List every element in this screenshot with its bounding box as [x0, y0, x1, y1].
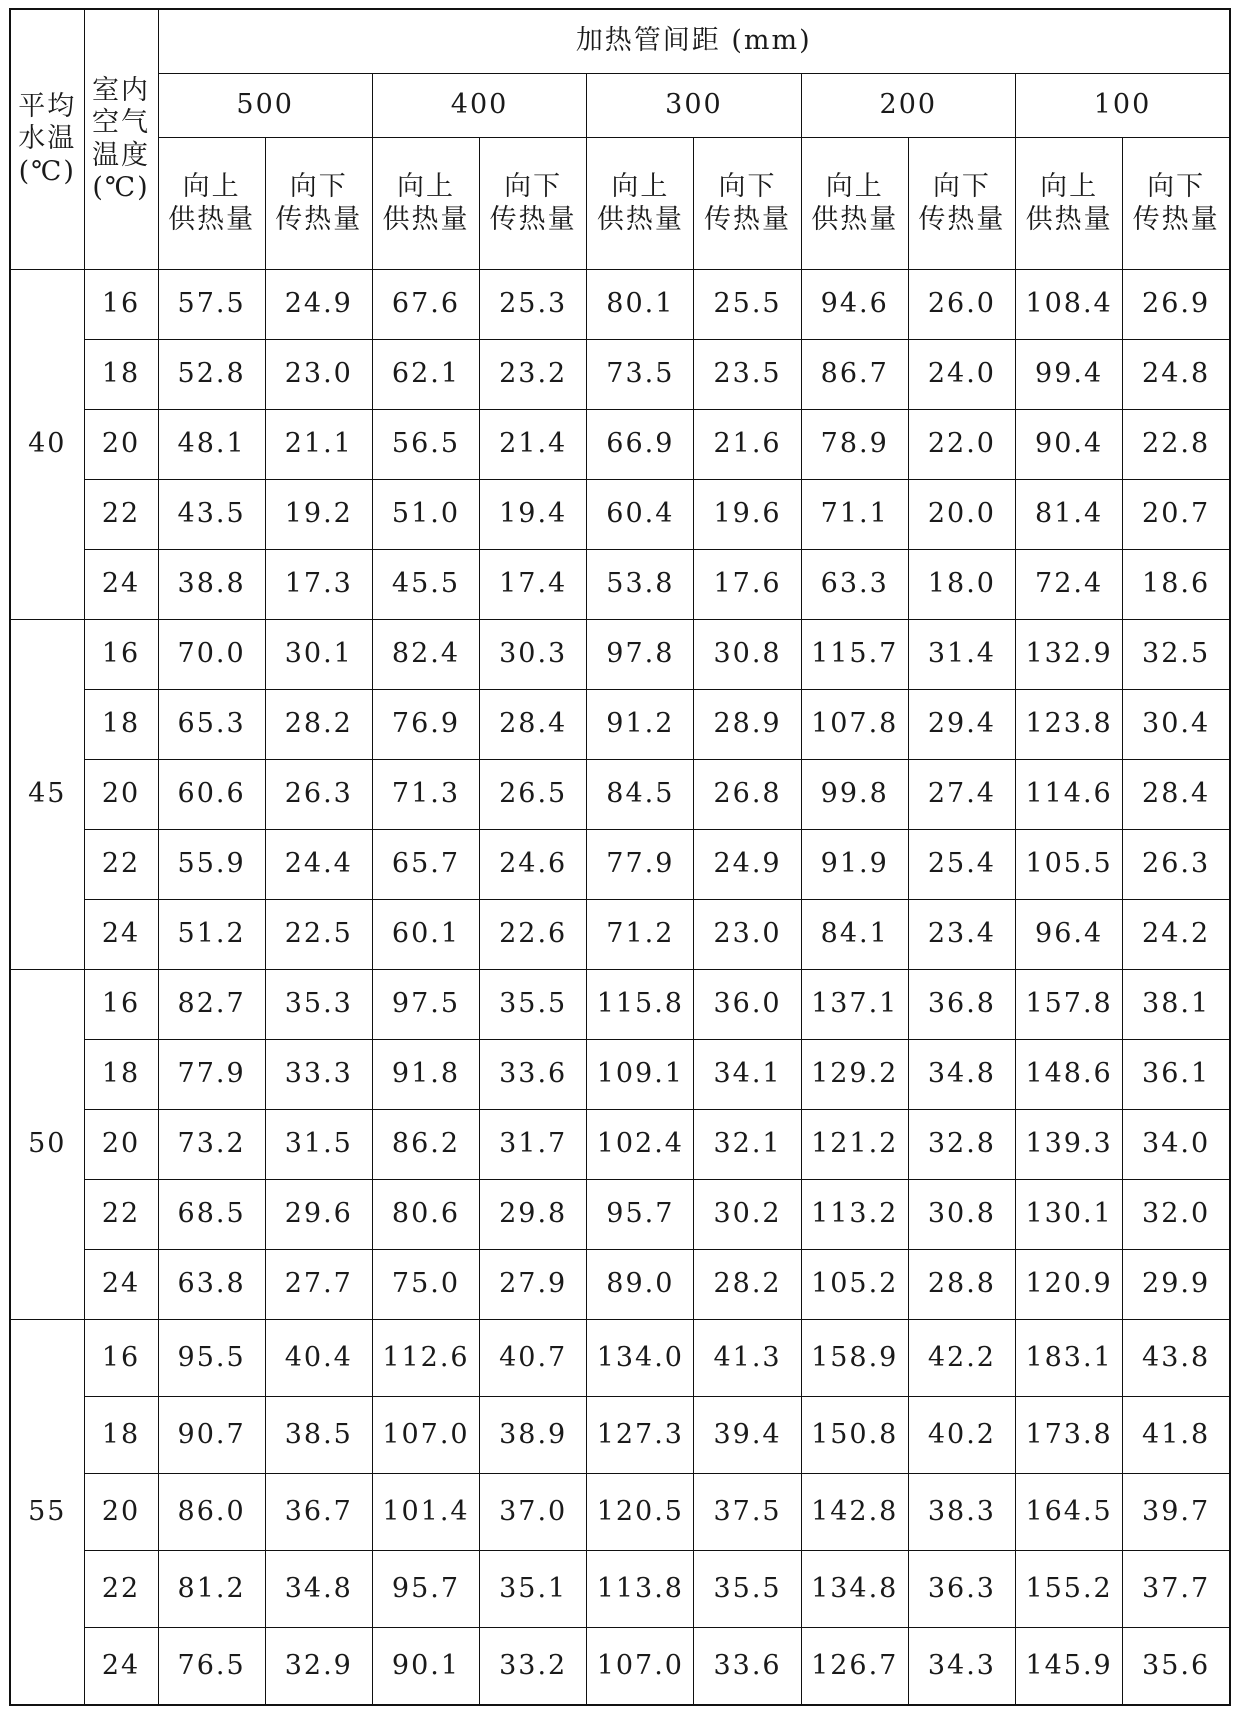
downward-heat-cell: 29.4: [908, 690, 1015, 760]
upward-heat-cell: 99.4: [1016, 340, 1123, 410]
upward-heat-cell: 126.7: [801, 1628, 908, 1706]
upward-heat-cell: 56.5: [372, 410, 479, 480]
upward-heat-cell: 105.5: [1016, 830, 1123, 900]
header-spacing-100: 100: [1016, 74, 1231, 138]
upward-heat-cell: 97.5: [372, 970, 479, 1040]
downward-heat-cell: 28.4: [1123, 760, 1230, 830]
downward-heat-cell: 24.9: [265, 270, 372, 340]
indoor-temp-cell: 16: [84, 620, 158, 690]
downward-heat-cell: 34.0: [1123, 1110, 1230, 1180]
downward-heat-cell: 32.5: [1123, 620, 1230, 690]
upward-heat-cell: 48.1: [158, 410, 265, 480]
downward-heat-cell: 34.8: [265, 1551, 372, 1628]
indoor-temp-cell: 18: [84, 340, 158, 410]
downward-heat-cell: 19.6: [694, 480, 801, 550]
indoor-temp-cell: 24: [84, 900, 158, 970]
upward-heat-cell: 80.1: [587, 270, 694, 340]
downward-heat-cell: 41.3: [694, 1320, 801, 1397]
upward-heat-cell: 91.2: [587, 690, 694, 760]
downward-heat-cell: 39.4: [694, 1397, 801, 1474]
downward-heat-cell: 36.7: [265, 1474, 372, 1551]
downward-heat-cell: 43.8: [1123, 1320, 1230, 1397]
downward-heat-cell: 31.5: [265, 1110, 372, 1180]
downward-heat-cell: 32.1: [694, 1110, 801, 1180]
table-row: [10, 1320, 1230, 1397]
upward-heat-cell: 173.8: [1016, 1397, 1123, 1474]
header-upward-heat: 向上 供热量: [372, 138, 479, 270]
table-row: [10, 1110, 1230, 1180]
indoor-temp-cell: 16: [84, 1320, 158, 1397]
downward-heat-cell: 28.8: [908, 1250, 1015, 1320]
downward-heat-cell: 19.4: [480, 480, 587, 550]
downward-heat-cell: 21.6: [694, 410, 801, 480]
table-row: [10, 830, 1230, 900]
water-temp-cell: 50: [10, 970, 84, 1320]
downward-heat-cell: 26.5: [480, 760, 587, 830]
upward-heat-cell: 107.0: [372, 1397, 479, 1474]
table-row: [10, 1551, 1230, 1628]
upward-heat-cell: 73.5: [587, 340, 694, 410]
upward-heat-cell: 157.8: [1016, 970, 1123, 1040]
upward-heat-cell: 90.7: [158, 1397, 265, 1474]
table-row: [10, 480, 1230, 550]
downward-heat-cell: 24.6: [480, 830, 587, 900]
downward-heat-cell: 29.8: [480, 1180, 587, 1250]
upward-heat-cell: 77.9: [587, 830, 694, 900]
upward-heat-cell: 164.5: [1016, 1474, 1123, 1551]
table-row: [10, 1397, 1230, 1474]
downward-heat-cell: 25.3: [480, 270, 587, 340]
upward-heat-cell: 113.2: [801, 1180, 908, 1250]
downward-heat-cell: 30.8: [908, 1180, 1015, 1250]
upward-heat-cell: 63.3: [801, 550, 908, 620]
upward-heat-cell: 94.6: [801, 270, 908, 340]
header-indoor-air-temp: 室内 空气 温度 (℃): [84, 9, 158, 270]
downward-heat-cell: 26.3: [265, 760, 372, 830]
downward-heat-cell: 24.0: [908, 340, 1015, 410]
downward-heat-cell: 19.2: [265, 480, 372, 550]
downward-heat-cell: 27.4: [908, 760, 1015, 830]
upward-heat-cell: 65.7: [372, 830, 479, 900]
upward-heat-cell: 89.0: [587, 1250, 694, 1320]
table-row: [10, 1474, 1230, 1551]
upward-heat-cell: 70.0: [158, 620, 265, 690]
indoor-temp-cell: 20: [84, 760, 158, 830]
upward-heat-cell: 55.9: [158, 830, 265, 900]
upward-heat-cell: 101.4: [372, 1474, 479, 1551]
downward-heat-cell: 17.3: [265, 550, 372, 620]
upward-heat-cell: 76.9: [372, 690, 479, 760]
header-upward-heat: 向上 供热量: [801, 138, 908, 270]
downward-heat-cell: 35.6: [1123, 1628, 1230, 1706]
downward-heat-cell: 38.5: [265, 1397, 372, 1474]
downward-heat-cell: 24.2: [1123, 900, 1230, 970]
upward-heat-cell: 115.7: [801, 620, 908, 690]
downward-heat-cell: 20.0: [908, 480, 1015, 550]
downward-heat-cell: 35.1: [480, 1551, 587, 1628]
upward-heat-cell: 68.5: [158, 1180, 265, 1250]
downward-heat-cell: 36.1: [1123, 1040, 1230, 1110]
upward-heat-cell: 84.5: [587, 760, 694, 830]
table-row: [10, 1180, 1230, 1250]
indoor-temp-cell: 18: [84, 1040, 158, 1110]
indoor-temp-cell: 20: [84, 410, 158, 480]
downward-heat-cell: 26.3: [1123, 830, 1230, 900]
upward-heat-cell: 109.1: [587, 1040, 694, 1110]
downward-heat-cell: 23.2: [480, 340, 587, 410]
upward-heat-cell: 62.1: [372, 340, 479, 410]
downward-heat-cell: 33.6: [694, 1628, 801, 1706]
upward-heat-cell: 95.7: [587, 1180, 694, 1250]
header-avg-water-temp: 平均 水温 (℃): [10, 9, 84, 270]
downward-heat-cell: 32.0: [1123, 1180, 1230, 1250]
upward-heat-cell: 107.8: [801, 690, 908, 760]
downward-heat-cell: 28.2: [265, 690, 372, 760]
downward-heat-cell: 29.9: [1123, 1250, 1230, 1320]
upward-heat-cell: 90.1: [372, 1628, 479, 1706]
upward-heat-cell: 57.5: [158, 270, 265, 340]
upward-heat-cell: 75.0: [372, 1250, 479, 1320]
upward-heat-cell: 139.3: [1016, 1110, 1123, 1180]
indoor-temp-cell: 20: [84, 1474, 158, 1551]
upward-heat-cell: 108.4: [1016, 270, 1123, 340]
upward-heat-cell: 137.1: [801, 970, 908, 1040]
upward-heat-cell: 120.5: [587, 1474, 694, 1551]
downward-heat-cell: 37.5: [694, 1474, 801, 1551]
upward-heat-cell: 112.6: [372, 1320, 479, 1397]
downward-heat-cell: 35.3: [265, 970, 372, 1040]
header-downward-heat: 向下 传热量: [265, 138, 372, 270]
downward-heat-cell: 27.9: [480, 1250, 587, 1320]
downward-heat-cell: 32.8: [908, 1110, 1015, 1180]
header-spacing-300: 300: [587, 74, 801, 138]
downward-heat-cell: 33.3: [265, 1040, 372, 1110]
indoor-temp-cell: 18: [84, 1397, 158, 1474]
upward-heat-cell: 65.3: [158, 690, 265, 760]
upward-heat-cell: 96.4: [1016, 900, 1123, 970]
downward-heat-cell: 30.8: [694, 620, 801, 690]
table-row: [10, 270, 1230, 340]
downward-heat-cell: 36.3: [908, 1551, 1015, 1628]
downward-heat-cell: 28.9: [694, 690, 801, 760]
downward-heat-cell: 24.8: [1123, 340, 1230, 410]
upward-heat-cell: 82.7: [158, 970, 265, 1040]
upward-heat-cell: 43.5: [158, 480, 265, 550]
downward-heat-cell: 20.7: [1123, 480, 1230, 550]
upward-heat-cell: 63.8: [158, 1250, 265, 1320]
upward-heat-cell: 134.0: [587, 1320, 694, 1397]
downward-heat-cell: 26.9: [1123, 270, 1230, 340]
upward-heat-cell: 73.2: [158, 1110, 265, 1180]
downward-heat-cell: 18.0: [908, 550, 1015, 620]
upward-heat-cell: 77.9: [158, 1040, 265, 1110]
upward-heat-cell: 72.4: [1016, 550, 1123, 620]
upward-heat-cell: 99.8: [801, 760, 908, 830]
upward-heat-cell: 71.1: [801, 480, 908, 550]
upward-heat-cell: 66.9: [587, 410, 694, 480]
downward-heat-cell: 35.5: [480, 970, 587, 1040]
downward-heat-cell: 18.6: [1123, 550, 1230, 620]
water-temp-cell: 45: [10, 620, 84, 970]
upward-heat-cell: 86.2: [372, 1110, 479, 1180]
upward-heat-cell: 52.8: [158, 340, 265, 410]
upward-heat-cell: 120.9: [1016, 1250, 1123, 1320]
downward-heat-cell: 26.8: [694, 760, 801, 830]
downward-heat-cell: 30.3: [480, 620, 587, 690]
upward-heat-cell: 60.4: [587, 480, 694, 550]
upward-heat-cell: 84.1: [801, 900, 908, 970]
upward-heat-cell: 123.8: [1016, 690, 1123, 760]
downward-heat-cell: 38.9: [480, 1397, 587, 1474]
upward-heat-cell: 67.6: [372, 270, 479, 340]
downward-heat-cell: 40.2: [908, 1397, 1015, 1474]
downward-heat-cell: 21.1: [265, 410, 372, 480]
header-upward-heat: 向上 供热量: [1016, 138, 1123, 270]
indoor-temp-cell: 18: [84, 690, 158, 760]
downward-heat-cell: 22.0: [908, 410, 1015, 480]
upward-heat-cell: 121.2: [801, 1110, 908, 1180]
water-temp-cell: 55: [10, 1320, 84, 1706]
upward-heat-cell: 142.8: [801, 1474, 908, 1551]
downward-heat-cell: 31.4: [908, 620, 1015, 690]
downward-heat-cell: 23.0: [694, 900, 801, 970]
indoor-temp-cell: 24: [84, 1250, 158, 1320]
upward-heat-cell: 155.2: [1016, 1551, 1123, 1628]
indoor-temp-cell: 16: [84, 970, 158, 1040]
header-downward-heat: 向下 传热量: [1123, 138, 1230, 270]
downward-heat-cell: 39.7: [1123, 1474, 1230, 1551]
table-row: [10, 690, 1230, 760]
upward-heat-cell: 132.9: [1016, 620, 1123, 690]
heat-output-table: [9, 8, 1231, 1706]
table-row: [10, 970, 1230, 1040]
downward-heat-cell: 22.5: [265, 900, 372, 970]
downward-heat-cell: 28.2: [694, 1250, 801, 1320]
downward-heat-cell: 26.0: [908, 270, 1015, 340]
upward-heat-cell: 51.0: [372, 480, 479, 550]
upward-heat-cell: 81.4: [1016, 480, 1123, 550]
upward-heat-cell: 86.0: [158, 1474, 265, 1551]
header-downward-heat: 向下 传热量: [908, 138, 1015, 270]
header-spacing-500: 500: [158, 74, 372, 138]
upward-heat-cell: 60.1: [372, 900, 479, 970]
downward-heat-cell: 37.0: [480, 1474, 587, 1551]
upward-heat-cell: 90.4: [1016, 410, 1123, 480]
upward-heat-cell: 53.8: [587, 550, 694, 620]
upward-heat-cell: 130.1: [1016, 1180, 1123, 1250]
upward-heat-cell: 91.9: [801, 830, 908, 900]
downward-heat-cell: 34.1: [694, 1040, 801, 1110]
upward-heat-cell: 60.6: [158, 760, 265, 830]
upward-heat-cell: 113.8: [587, 1551, 694, 1628]
downward-heat-cell: 27.7: [265, 1250, 372, 1320]
downward-heat-cell: 17.6: [694, 550, 801, 620]
table-row: [10, 1040, 1230, 1110]
upward-heat-cell: 91.8: [372, 1040, 479, 1110]
downward-heat-cell: 38.1: [1123, 970, 1230, 1040]
downward-heat-cell: 33.2: [480, 1628, 587, 1706]
downward-heat-cell: 23.0: [265, 340, 372, 410]
header-spacing-200: 200: [801, 74, 1015, 138]
indoor-temp-cell: 24: [84, 550, 158, 620]
downward-heat-cell: 33.6: [480, 1040, 587, 1110]
downward-heat-cell: 30.2: [694, 1180, 801, 1250]
upward-heat-cell: 86.7: [801, 340, 908, 410]
header-downward-heat: 向下 传热量: [480, 138, 587, 270]
indoor-temp-cell: 16: [84, 270, 158, 340]
upward-heat-cell: 45.5: [372, 550, 479, 620]
table-row: [10, 340, 1230, 410]
downward-heat-cell: 40.4: [265, 1320, 372, 1397]
header-upward-heat: 向上 供热量: [158, 138, 265, 270]
downward-heat-cell: 34.3: [908, 1628, 1015, 1706]
downward-heat-cell: 23.4: [908, 900, 1015, 970]
table-row: [10, 620, 1230, 690]
upward-heat-cell: 97.8: [587, 620, 694, 690]
downward-heat-cell: 29.6: [265, 1180, 372, 1250]
downward-heat-cell: 25.5: [694, 270, 801, 340]
downward-heat-cell: 24.4: [265, 830, 372, 900]
downward-heat-cell: 28.4: [480, 690, 587, 760]
water-temp-cell: 40: [10, 270, 84, 620]
upward-heat-cell: 95.7: [372, 1551, 479, 1628]
downward-heat-cell: 22.6: [480, 900, 587, 970]
downward-heat-cell: 23.5: [694, 340, 801, 410]
upward-heat-cell: 78.9: [801, 410, 908, 480]
downward-heat-cell: 30.1: [265, 620, 372, 690]
downward-heat-cell: 32.9: [265, 1628, 372, 1706]
upward-heat-cell: 76.5: [158, 1628, 265, 1706]
upward-heat-cell: 95.5: [158, 1320, 265, 1397]
indoor-temp-cell: 22: [84, 1180, 158, 1250]
downward-heat-cell: 24.9: [694, 830, 801, 900]
upward-heat-cell: 127.3: [587, 1397, 694, 1474]
downward-heat-cell: 25.4: [908, 830, 1015, 900]
upward-heat-cell: 134.8: [801, 1551, 908, 1628]
upward-heat-cell: 148.6: [1016, 1040, 1123, 1110]
table-row: [10, 1250, 1230, 1320]
downward-heat-cell: 31.7: [480, 1110, 587, 1180]
upward-heat-cell: 115.8: [587, 970, 694, 1040]
upward-heat-cell: 51.2: [158, 900, 265, 970]
downward-heat-cell: 40.7: [480, 1320, 587, 1397]
downward-heat-cell: 30.4: [1123, 690, 1230, 760]
downward-heat-cell: 38.3: [908, 1474, 1015, 1551]
table-row: [10, 410, 1230, 480]
table-row: [10, 760, 1230, 830]
upward-heat-cell: 81.2: [158, 1551, 265, 1628]
header-pipe-spacing: 加热管间距 (mm): [158, 9, 1230, 74]
downward-heat-cell: 37.7: [1123, 1551, 1230, 1628]
upward-heat-cell: 82.4: [372, 620, 479, 690]
upward-heat-cell: 150.8: [801, 1397, 908, 1474]
downward-heat-cell: 36.8: [908, 970, 1015, 1040]
indoor-temp-cell: 22: [84, 1551, 158, 1628]
upward-heat-cell: 129.2: [801, 1040, 908, 1110]
upward-heat-cell: 105.2: [801, 1250, 908, 1320]
upward-heat-cell: 102.4: [587, 1110, 694, 1180]
upward-heat-cell: 183.1: [1016, 1320, 1123, 1397]
indoor-temp-cell: 20: [84, 1110, 158, 1180]
downward-heat-cell: 22.8: [1123, 410, 1230, 480]
indoor-temp-cell: 22: [84, 830, 158, 900]
table-row: [10, 1628, 1230, 1706]
upward-heat-cell: 145.9: [1016, 1628, 1123, 1706]
header-spacing-400: 400: [372, 74, 586, 138]
upward-heat-cell: 107.0: [587, 1628, 694, 1706]
upward-heat-cell: 158.9: [801, 1320, 908, 1397]
downward-heat-cell: 21.4: [480, 410, 587, 480]
header-upward-heat: 向上 供热量: [587, 138, 694, 270]
table-row: [10, 900, 1230, 970]
downward-heat-cell: 34.8: [908, 1040, 1015, 1110]
header-downward-heat: 向下 传热量: [694, 138, 801, 270]
downward-heat-cell: 36.0: [694, 970, 801, 1040]
upward-heat-cell: 114.6: [1016, 760, 1123, 830]
downward-heat-cell: 42.2: [908, 1320, 1015, 1397]
upward-heat-cell: 80.6: [372, 1180, 479, 1250]
indoor-temp-cell: 22: [84, 480, 158, 550]
table-row: [10, 550, 1230, 620]
indoor-temp-cell: 24: [84, 1628, 158, 1706]
upward-heat-cell: 38.8: [158, 550, 265, 620]
upward-heat-cell: 71.3: [372, 760, 479, 830]
downward-heat-cell: 17.4: [480, 550, 587, 620]
upward-heat-cell: 71.2: [587, 900, 694, 970]
downward-heat-cell: 35.5: [694, 1551, 801, 1628]
downward-heat-cell: 41.8: [1123, 1397, 1230, 1474]
